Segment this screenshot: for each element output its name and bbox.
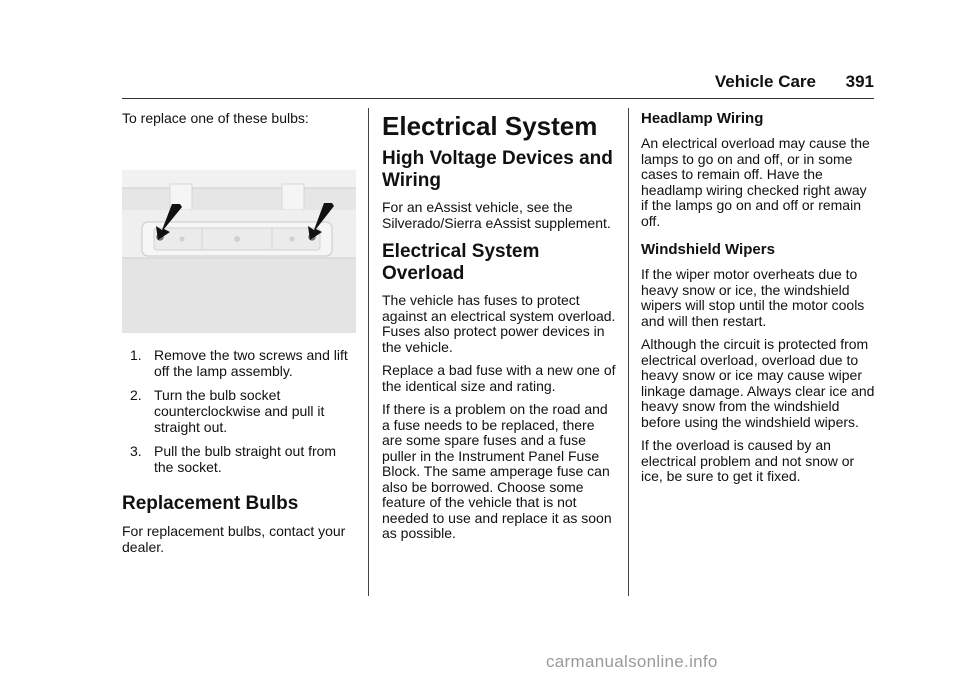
headlamp-wiring-heading: Headlamp Wiring bbox=[641, 110, 764, 127]
section-title: Vehicle Care bbox=[714, 72, 816, 91]
instruction-steps bbox=[122, 347, 356, 475]
overload-paragraph: If there is a problem on the road and a fuse needs to be replaced, there are some spare fuses and a fuse puller in the Instrument Panel Fuse Block. The same amperage fuse can also be borrowed. Choose some feature of the vehicle that is not needed to use and replace it as soon as possible. bbox=[382, 401, 612, 541]
page-number: 391 bbox=[845, 72, 874, 91]
watermark-text: carmanualsonline.info bbox=[546, 652, 718, 671]
lamp-assembly-drawing bbox=[122, 170, 356, 333]
step-text: Remove the two screws and lift off the lamp assembly. bbox=[154, 347, 348, 379]
overload-paragraph: Replace a bad fuse with a new one of the identical size and rating. bbox=[382, 362, 616, 394]
page-header bbox=[122, 72, 874, 99]
step-item bbox=[122, 347, 356, 379]
column-middle bbox=[382, 110, 616, 550]
step-number: 1. bbox=[130, 347, 142, 363]
replacement-bulbs-text: For replacement bulbs, contact your dealer. bbox=[122, 523, 346, 555]
electrical-system-title: Electrical System bbox=[382, 111, 598, 141]
column-right bbox=[641, 110, 875, 493]
high-voltage-text: For an eAssist vehicle, see the Silverado/Sierra eAssist supplement. bbox=[382, 199, 611, 231]
column-divider bbox=[628, 108, 629, 596]
step-item bbox=[122, 443, 356, 475]
wipers-paragraph: If the overload is caused by an electrical problem and not snow or ice, be sure to get it fixed. bbox=[641, 437, 855, 484]
step-number: 2. bbox=[130, 387, 142, 403]
column-left bbox=[122, 110, 356, 563]
column-divider bbox=[368, 108, 369, 596]
overload-paragraph: The vehicle has fuses to protect against an electrical system overload. Fuses also protect power devices in the vehicle. bbox=[382, 292, 616, 355]
step-number: 3. bbox=[130, 443, 142, 459]
high-voltage-heading: High Voltage Devices and Wiring bbox=[382, 148, 613, 191]
wipers-paragraph: Although the circuit is protected from electrical overload, overload due to heavy snow or ice may cause wiper linkage damage. Always clear ice and heavy snow from the windshield before using the windshield wipers. bbox=[641, 336, 875, 430]
lamp-assembly-illustration bbox=[122, 170, 356, 333]
replacement-bulbs-heading: Replacement Bulbs bbox=[122, 493, 299, 514]
overload-heading: Electrical System Overload bbox=[382, 241, 540, 284]
step-item bbox=[122, 387, 356, 435]
step-text: Turn the bulb socket counterclockwise and pull it straight out. bbox=[154, 387, 325, 435]
headlamp-wiring-text: An electrical overload may cause the lamps to go on and off, or in some cases to remain off. Have the headlamp wiring checked right away if the lamps go on and off or remain off. bbox=[641, 135, 870, 229]
intro-text: To replace one of these bulbs: bbox=[122, 110, 309, 126]
step-text: Pull the bulb straight out from the socket. bbox=[154, 443, 337, 475]
windshield-wipers-heading: Windshield Wipers bbox=[641, 241, 775, 258]
wipers-paragraph: If the wiper motor overheats due to heavy snow or ice, the windshield wipers will stop until the motor cools and will then restart. bbox=[641, 266, 865, 329]
